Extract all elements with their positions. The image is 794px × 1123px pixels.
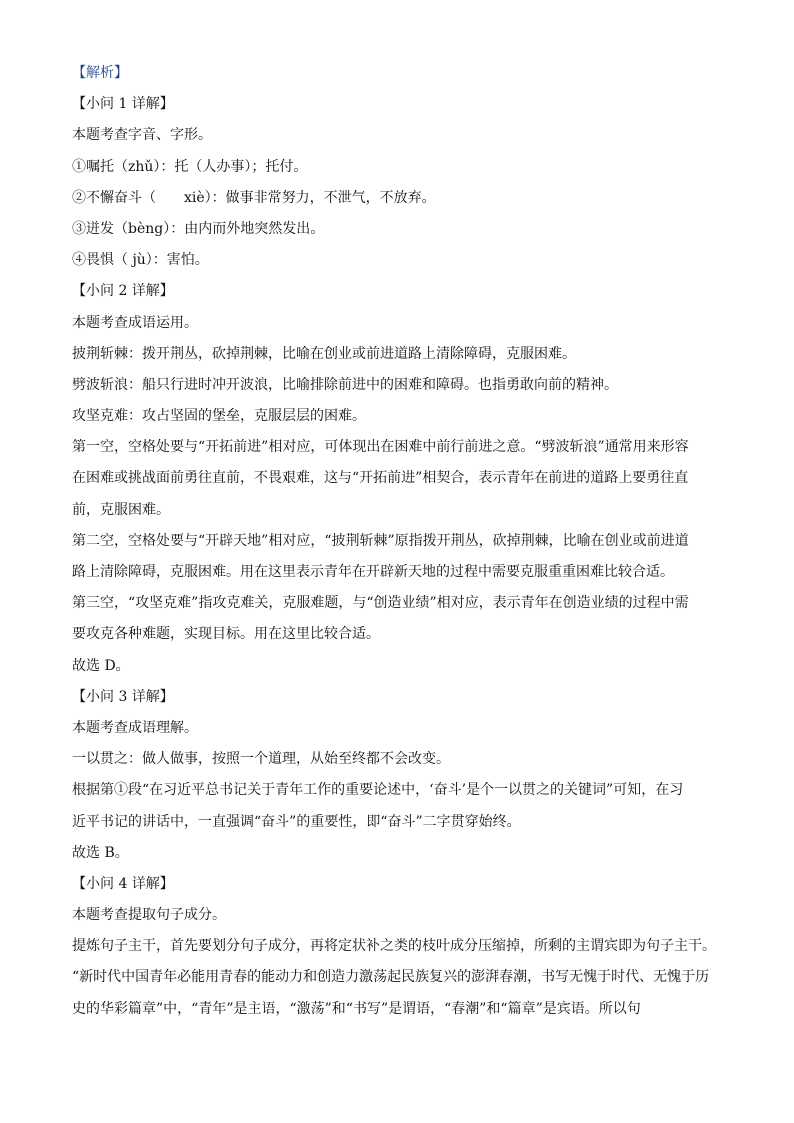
paragraph-line: ①嘱托（zhǔ）：托（人办事）；托付。 — [72, 158, 308, 175]
section-heading-q3: 【小问 3 详解】 — [72, 688, 174, 705]
paragraph-line: ③迸发（bèng）：由内而外地突然发出。 — [72, 220, 325, 237]
paragraph-line: 本题考查成语理解。 — [72, 719, 198, 736]
paragraph-line: 第三空，“攻坚克难”指攻克难关，克服难题，与“创造业绩”相对应，表示青年在创造业绩的过程中需 — [72, 595, 689, 612]
paragraph-line: 本题考查成语运用。 — [72, 314, 198, 331]
paragraph-line: 第一空，空格处要与“开拓前进”相对应，可体现出在困难中前行前进之意。“劈波斩浪”通常用来形容 — [72, 439, 689, 456]
paragraph-line: 劈波斩浪：船只行进时冲开波浪，比喻排除前进中的困难和障碍。也指勇敢向前的精神。 — [72, 376, 618, 393]
answer-line: 故选 D。 — [72, 657, 130, 674]
paragraph-line: 要攻克各种难题，实现目标。用在这里比较合适。 — [72, 626, 380, 643]
paragraph-line: 披荆斩棘：拨开荆丛，砍掉荆棘，比喻在创业或前进道路上清除障碍，克服困难。 — [72, 345, 576, 362]
document-body — [72, 58, 722, 1025]
paragraph-line: 提炼句子主干，首先要划分句子成分，再将定状补之类的枝叶成分压缩掉，所剩的主谓宾即为句子主干。 — [72, 938, 716, 955]
paragraph-line: 攻坚克难：攻占坚固的堡垒，克服层层的困难。 — [72, 408, 366, 425]
paragraph-line: 根据第①段“在习近平总书记关于青年工作的重要论述中，‘奋斗’是个一以贯之的关键词”可知，在习 — [72, 782, 684, 799]
paragraph-line: 本题考查提取句子成分。 — [72, 907, 226, 924]
paragraph-line: 近平书记的讲话中，一直强调“奋斗”的重要性，即“奋斗”二字贯穿始终。 — [72, 813, 521, 830]
paragraph-line: 前，克服困难。 — [72, 501, 170, 518]
paragraph-line: 一以贯之：做人做事，按照一个道理，从始至终都不会改变。 — [72, 751, 450, 768]
paragraph-line: “新时代中国青年必能用青春的能动力和创造力激荡起民族复兴的澎湃春潮，书写无愧于时代、无愧于历 — [72, 969, 710, 986]
answer-line: 故选 B。 — [72, 844, 129, 861]
paragraph-line: 史的华彩篇章”中，“青年”是主语，“激荡”和“书写”是谓语，“春潮”和“篇章”是宾语。所以句 — [72, 1000, 641, 1017]
analysis-heading: 【解析】 — [72, 65, 128, 81]
paragraph-line: 本题考查字音、字形。 — [72, 127, 212, 144]
section-heading-q2: 【小问 2 详解】 — [72, 283, 174, 300]
section-heading-q1: 【小问 1 详解】 — [72, 96, 174, 113]
paragraph-line: ②不懈奋斗（ xiè）：做事非常努力，不泄气，不放弃。 — [72, 189, 436, 206]
paragraph-line: 第二空，空格处要与“开辟天地”相对应，“披荆斩棘”原指拨开荆丛，砍掉荆棘，比喻在创业或前进道 — [72, 532, 689, 549]
paragraph-line: 在困难或挑战面前勇往直前，不畏艰难，这与“开拓前进”相契合，表示青年在前进的道路上要勇往直 — [72, 470, 689, 487]
section-heading-q4: 【小问 4 详解】 — [72, 875, 174, 892]
paragraph-line: 路上清除障碍，克服困难。用在这里表示青年在开辟新天地的过程中需要克服重重困难比较合适。 — [72, 564, 674, 580]
paragraph-line: ④畏惧（ jù）：害怕。 — [72, 252, 209, 269]
